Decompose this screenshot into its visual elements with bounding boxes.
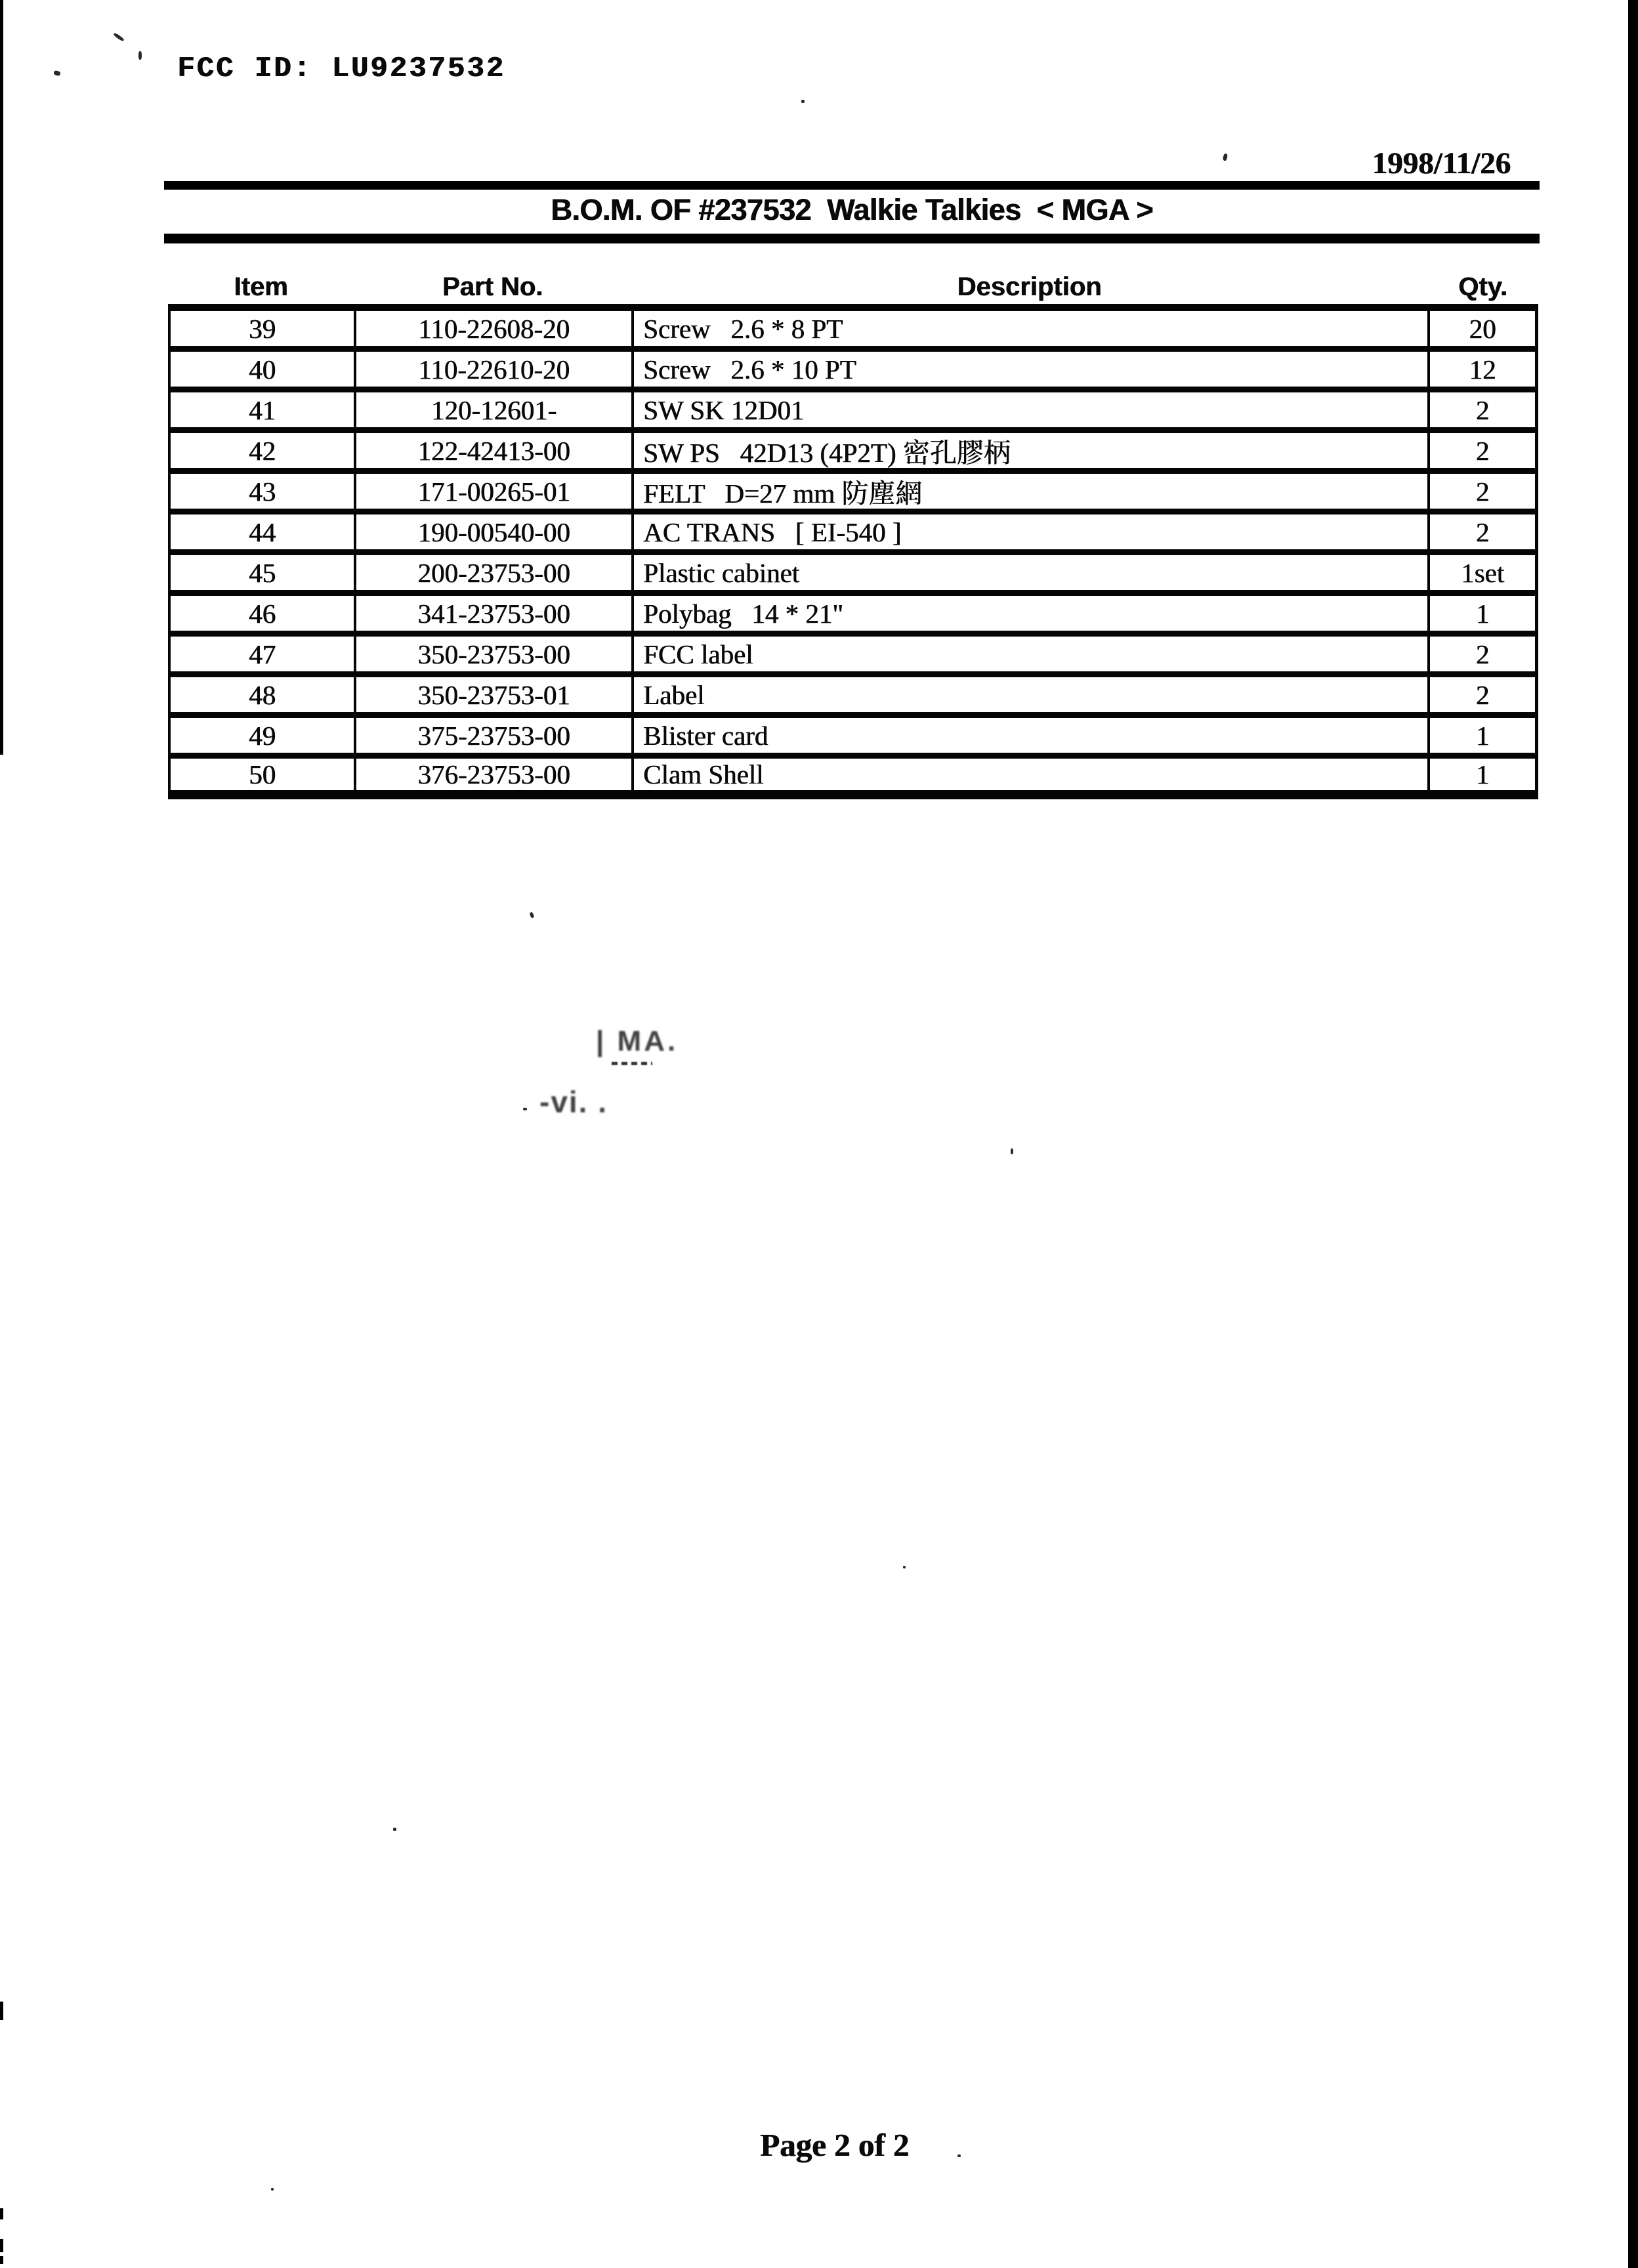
item-cell: 43 bbox=[168, 474, 354, 509]
scan-left-edge-line bbox=[0, 2239, 3, 2252]
item-cell: 45 bbox=[168, 555, 354, 590]
part-no-cell: 375-23753-00 bbox=[354, 718, 631, 753]
table-row bbox=[168, 677, 1538, 718]
table-row bbox=[168, 311, 1538, 352]
toner-speck bbox=[271, 2188, 274, 2191]
description-cell: Label bbox=[631, 677, 1427, 712]
part-no-cell: 122-42413-00 bbox=[354, 433, 631, 468]
document-title: B.O.M. OF #237532 Walkie Talkies < MGA > bbox=[551, 193, 1153, 226]
table-top-border bbox=[168, 304, 1538, 311]
part-no-cell: 350-23753-01 bbox=[354, 677, 631, 712]
part-no-cell: 341-23753-00 bbox=[354, 596, 631, 631]
qty-cell: 1 bbox=[1427, 759, 1538, 790]
toner-speck bbox=[523, 1108, 527, 1110]
description-cell: Polybag 14 * 21" bbox=[631, 596, 1427, 631]
description-cell: Plastic cabinet bbox=[631, 555, 1427, 590]
table-row bbox=[168, 596, 1538, 637]
toner-speck bbox=[393, 1828, 396, 1831]
qty-cell: 2 bbox=[1427, 392, 1538, 427]
photocopy-ghost-underline bbox=[612, 1062, 652, 1065]
part-no-cell: 110-22610-20 bbox=[354, 352, 631, 387]
column-header-description: Description bbox=[957, 272, 1102, 301]
description-cell: SW PS 42D13 (4P2T) 密孔膠柄 bbox=[631, 433, 1427, 468]
qty-cell: 1 bbox=[1427, 596, 1538, 631]
part-no-cell: 350-23753-00 bbox=[354, 637, 631, 671]
item-cell: 48 bbox=[168, 677, 354, 712]
toner-speck bbox=[53, 70, 60, 76]
qty-cell: 2 bbox=[1427, 433, 1538, 468]
item-cell: 49 bbox=[168, 718, 354, 753]
page-number-footer: Page 2 of 2 bbox=[760, 2127, 910, 2163]
photocopy-ghost-text: -vi. . bbox=[539, 1085, 608, 1119]
table-row bbox=[168, 352, 1538, 392]
part-no-cell: 120-12601- bbox=[354, 392, 631, 427]
description-cell: FCC label bbox=[631, 637, 1427, 671]
table-row bbox=[168, 392, 1538, 433]
fcc-id-text: FCC ID: LU9237532 bbox=[177, 52, 505, 85]
item-cell: 50 bbox=[168, 759, 354, 790]
column-header-item: Item bbox=[234, 272, 288, 301]
toner-speck bbox=[1011, 1148, 1013, 1154]
column-header-part-no: Part No. bbox=[442, 272, 543, 301]
scan-left-edge-line bbox=[0, 2208, 3, 2219]
table-row bbox=[168, 555, 1538, 596]
qty-cell: 1 bbox=[1427, 718, 1538, 753]
description-cell: SW SK 12D01 bbox=[631, 392, 1427, 427]
table-row bbox=[168, 433, 1538, 474]
qty-cell: 2 bbox=[1427, 677, 1538, 712]
toner-speck bbox=[530, 912, 535, 918]
description-cell: Clam Shell bbox=[631, 759, 1427, 790]
table-row bbox=[168, 637, 1538, 677]
description-cell: FELT D=27 mm 防塵網 bbox=[631, 474, 1427, 509]
scan-left-edge-line bbox=[0, 2002, 3, 2020]
table-header-row bbox=[168, 268, 1538, 302]
qty-cell: 20 bbox=[1427, 311, 1538, 346]
scan-left-edge-line bbox=[0, 2256, 3, 2264]
toner-speck bbox=[903, 1566, 906, 1568]
item-cell: 39 bbox=[168, 311, 354, 346]
toner-speck bbox=[113, 32, 125, 41]
part-no-cell: 200-23753-00 bbox=[354, 555, 631, 590]
photocopy-ghost-text: | MA. bbox=[596, 1025, 679, 1057]
column-header-qty: Qty. bbox=[1458, 272, 1507, 301]
scan-right-edge-bar bbox=[1628, 0, 1638, 2268]
description-cell: Blister card bbox=[631, 718, 1427, 753]
table-row bbox=[168, 514, 1538, 555]
table-row bbox=[168, 718, 1538, 759]
item-cell: 44 bbox=[168, 514, 354, 549]
toner-speck bbox=[801, 100, 805, 103]
qty-cell: 2 bbox=[1427, 474, 1538, 509]
toner-speck bbox=[1223, 153, 1228, 161]
title-bottom-rule bbox=[164, 234, 1540, 243]
qty-cell: 2 bbox=[1427, 637, 1538, 671]
description-cell: Screw 2.6 * 10 PT bbox=[631, 352, 1427, 387]
item-cell: 40 bbox=[168, 352, 354, 387]
description-cell: AC TRANS [ EI-540 ] bbox=[631, 514, 1427, 549]
qty-cell: 12 bbox=[1427, 352, 1538, 387]
part-no-cell: 376-23753-00 bbox=[354, 759, 631, 790]
table-row bbox=[168, 759, 1538, 799]
document-date: 1998/11/26 bbox=[1372, 146, 1511, 180]
item-cell: 46 bbox=[168, 596, 354, 631]
bom-table bbox=[168, 304, 1538, 799]
part-no-cell: 110-22608-20 bbox=[354, 311, 631, 346]
item-cell: 42 bbox=[168, 433, 354, 468]
table-row bbox=[168, 474, 1538, 514]
item-cell: 41 bbox=[168, 392, 354, 427]
qty-cell: 2 bbox=[1427, 514, 1538, 549]
item-cell: 47 bbox=[168, 637, 354, 671]
part-no-cell: 171-00265-01 bbox=[354, 474, 631, 509]
description-cell: Screw 2.6 * 8 PT bbox=[631, 311, 1427, 346]
part-no-cell: 190-00540-00 bbox=[354, 514, 631, 549]
toner-speck bbox=[957, 2154, 961, 2157]
qty-cell: 1set bbox=[1427, 555, 1538, 590]
title-top-rule bbox=[164, 181, 1540, 190]
toner-speck bbox=[138, 51, 142, 60]
scan-left-edge-line bbox=[0, 0, 3, 755]
